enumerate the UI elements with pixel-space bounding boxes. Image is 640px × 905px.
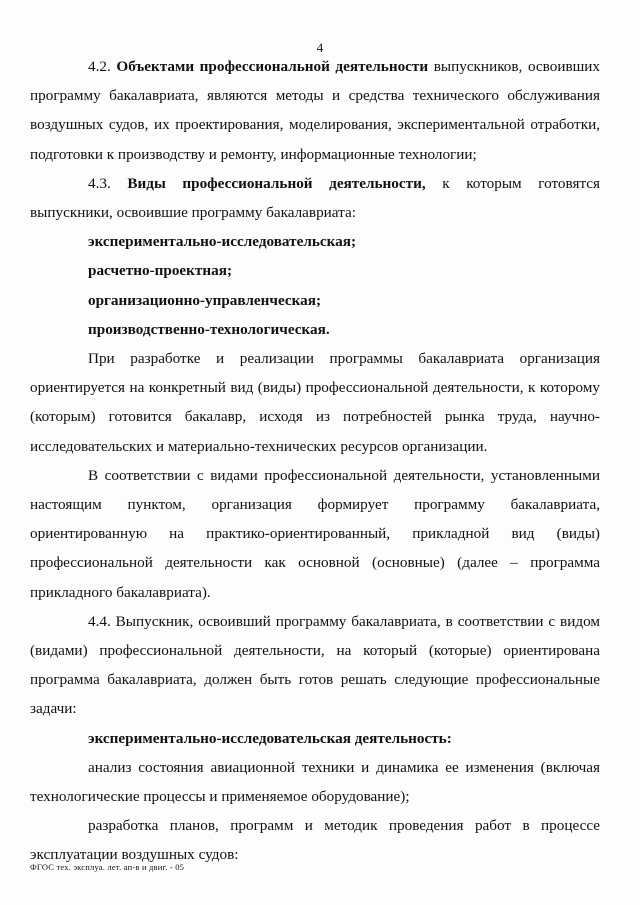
paragraph-4-2-bold: Объектами профессиональной деятельности — [116, 58, 429, 75]
activity-type-item: производственно-технологическая. — [88, 320, 330, 338]
paragraph-4-2-number: 4.2. — [88, 58, 111, 75]
paragraph-4-3-bold: Виды профессиональной деятельности, — [127, 174, 426, 192]
paragraph-4-2 — [30, 52, 600, 169]
paragraph-4-4: 4.4. Выпускник, освоивший программу бакалавриата, в соответствии с видом (видами) профессиональной деятельности, на который (которые) ориентирована программа бакалавриата, должен быть готов решать следующие профессиональные задачи: — [30, 612, 600, 718]
paragraph-analysis: анализ состояния авиационной техники и динамика ее изменения (включая технологические процессы и применяемое оборудование); — [30, 758, 600, 806]
paragraph-4-3 — [30, 169, 600, 227]
activity-type-item: экспериментально-исследовательская; — [88, 233, 357, 251]
section-heading: экспериментально-исследовательская деятельность: — [88, 729, 452, 747]
paragraph-development: При разработке и реализации программы бакалавриата организация ориентируется на конкретный вид (виды) профессиональной деятельности, к которому (которым) готовится бакалавр, исходя из потребностей рынка труда, научно-исследовательских и материально-технических ресурсов организации. — [30, 350, 600, 455]
paragraph-4-3-text: к которым готовятся выпускники, освоившие программу бакалавриата: — [30, 174, 601, 222]
paragraph-accordance: В соответствии с видами профессиональной деятельности, установленными настоящим пунктом, организация формирует программу бакалавриата, ориентированную на практико-ориентированный, прикладной вид (виды) профессиональной деятельности как основной (основные) (далее – программа прикладного бакалавриата). — [30, 466, 600, 601]
activity-type-item: расчетно-проектная; — [88, 262, 233, 280]
paragraph-4-2-text: выпускников, освоивших программу бакалавриата, являются методы и средства технического обслуживания воздушных судов, их проектирования, моделирования, экспериментальной отработки, подготовки к производству и ремонту, информационные технологии; — [30, 58, 601, 163]
paragraph-plans: разработка планов, программ и методик проведения работ в процессе эксплуатации воздушных судов: — [30, 817, 600, 864]
paragraph-4-3-number: 4.3. — [88, 174, 111, 192]
document-body — [30, 52, 600, 870]
activity-type-item: организационно-управленческая; — [88, 291, 321, 309]
footer-note: ФГОС тех. эксплуа. лет. ап-в и двиг. - 05 — [30, 862, 185, 872]
page-number: 4 — [316, 40, 324, 55]
